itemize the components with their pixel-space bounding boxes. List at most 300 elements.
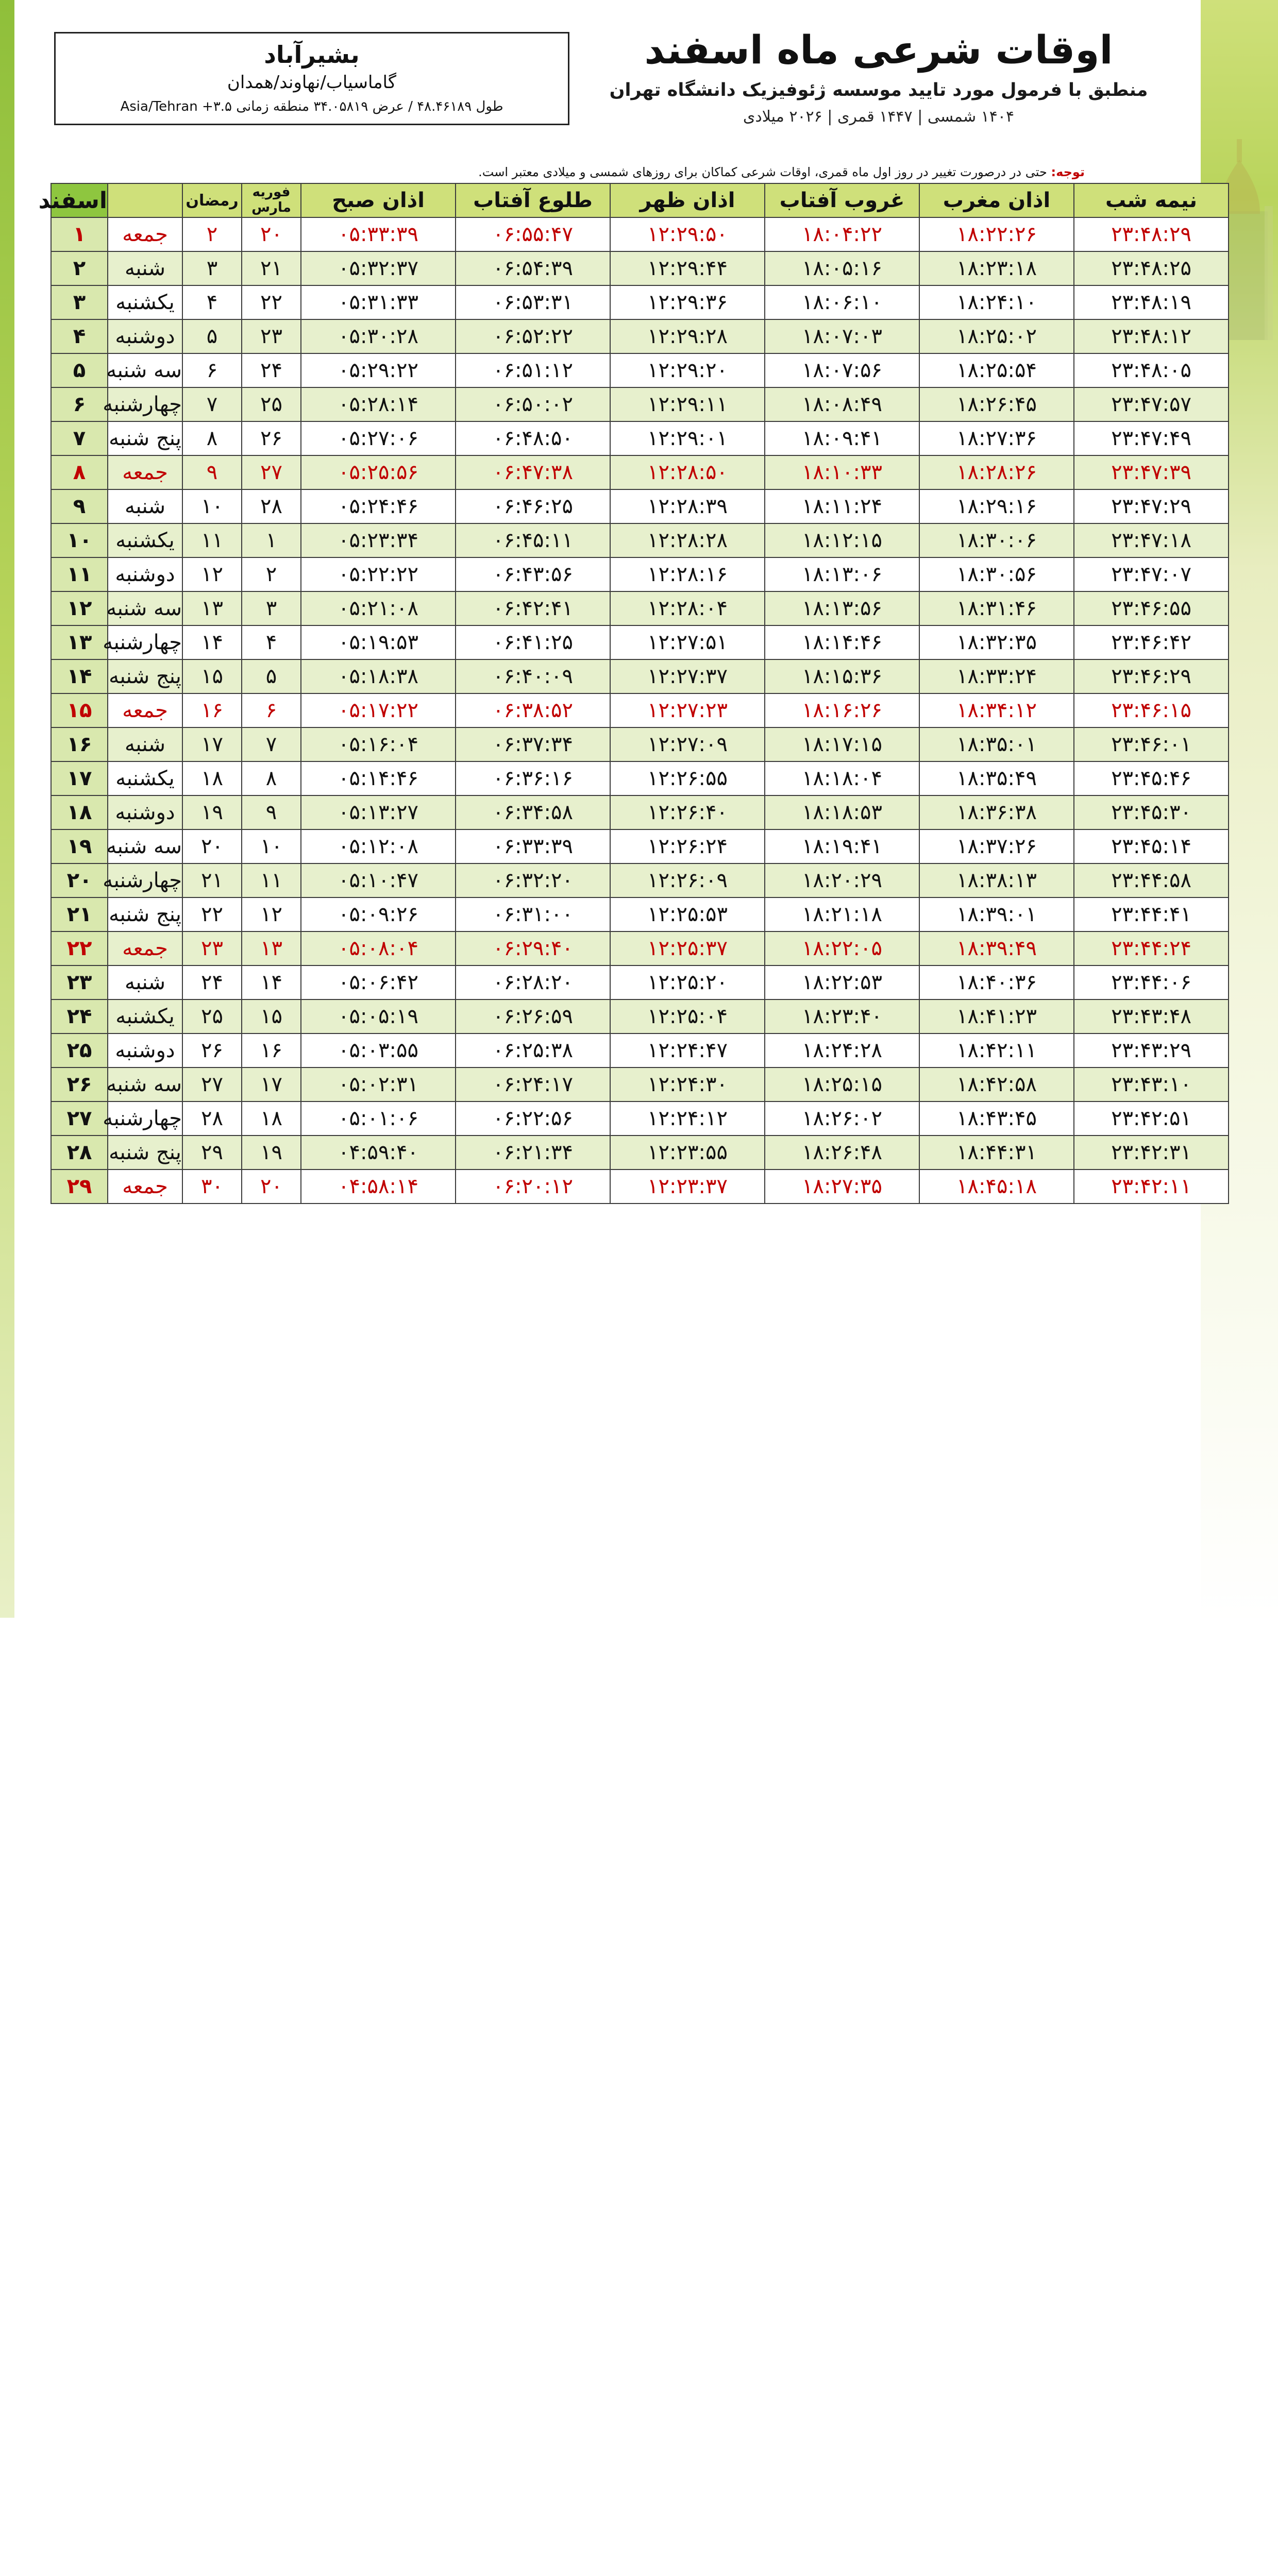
table-row (51, 217, 1229, 251)
cell-gregorian-day: ۹ (242, 795, 301, 829)
header-sunrise: طلوع آفتاب (456, 183, 610, 217)
cell-noon: ۱۲:۲۵:۰۴ (610, 999, 765, 1033)
cell-sunset: ۱۸:۲۷:۳۵ (765, 1170, 919, 1204)
table-row (51, 1033, 1229, 1067)
cell-esfand-day: ۲۰ (51, 863, 108, 897)
header-weekday (108, 183, 182, 217)
cell-midnight: ۲۳:۴۷:۲۹ (1074, 489, 1229, 523)
cell-maghrib: ۱۸:۳۵:۴۹ (919, 761, 1074, 795)
cell-sunset: ۱۸:۰۴:۲۲ (765, 217, 919, 251)
cell-esfand-day: ۲۳ (51, 965, 108, 999)
cell-fajr: ۰۵:۱۸:۳۸ (301, 659, 456, 693)
cell-sunrise: ۰۶:۳۴:۵۸ (456, 795, 610, 829)
cell-esfand-day: ۱۹ (51, 829, 108, 863)
cell-sunset: ۱۸:۱۲:۱۵ (765, 523, 919, 557)
table-body (51, 217, 1229, 1204)
cell-gregorian-day: ۲۷ (242, 455, 301, 489)
cell-noon: ۱۲:۲۹:۳۶ (610, 285, 765, 319)
header-maghrib: اذان مغرب (919, 183, 1074, 217)
cell-weekday: سه شنبه (108, 829, 182, 863)
cell-hijri-day: ۲۸ (182, 1101, 242, 1136)
cell-midnight: ۲۳:۴۶:۲۹ (1074, 659, 1229, 693)
cell-noon: ۱۲:۲۷:۵۱ (610, 625, 765, 659)
cell-maghrib: ۱۸:۳۳:۲۴ (919, 659, 1074, 693)
cell-weekday: سه شنبه (108, 1067, 182, 1101)
cell-weekday: شنبه (108, 489, 182, 523)
cell-fajr: ۰۵:۳۲:۳۷ (301, 251, 456, 285)
cell-weekday: پنج شنبه (108, 897, 182, 931)
cell-hijri-day: ۱۹ (182, 795, 242, 829)
cell-noon: ۱۲:۲۹:۲۸ (610, 319, 765, 353)
table-row (51, 1136, 1229, 1170)
cell-sunrise: ۰۶:۲۴:۱۷ (456, 1067, 610, 1101)
cell-esfand-day: ۲۵ (51, 1033, 108, 1067)
cell-maghrib: ۱۸:۳۲:۳۵ (919, 625, 1074, 659)
cell-weekday: دوشنبه (108, 795, 182, 829)
cell-gregorian-day: ۳ (242, 591, 301, 625)
cell-midnight: ۲۳:۴۸:۲۵ (1074, 251, 1229, 285)
cell-weekday: یکشنبه (108, 523, 182, 557)
cell-midnight: ۲۳:۴۶:۵۵ (1074, 591, 1229, 625)
cell-maghrib: ۱۸:۲۹:۱۶ (919, 489, 1074, 523)
cell-noon: ۱۲:۲۸:۲۸ (610, 523, 765, 557)
table-row (51, 897, 1229, 931)
cell-sunset: ۱۸:۰۵:۱۶ (765, 251, 919, 285)
cell-fajr: ۰۵:۲۷:۰۶ (301, 421, 456, 455)
cell-hijri-day: ۸ (182, 421, 242, 455)
cell-esfand-day: ۴ (51, 319, 108, 353)
cell-hijri-day: ۲۵ (182, 999, 242, 1033)
cell-fajr: ۰۵:۲۸:۱۴ (301, 387, 456, 421)
cell-esfand-day: ۲۶ (51, 1067, 108, 1101)
cell-gregorian-day: ۶ (242, 693, 301, 727)
cell-sunset: ۱۸:۲۳:۴۰ (765, 999, 919, 1033)
cell-hijri-day: ۹ (182, 455, 242, 489)
cell-noon: ۱۲:۲۶:۰۹ (610, 863, 765, 897)
cell-sunset: ۱۸:۰۸:۴۹ (765, 387, 919, 421)
cell-fajr: ۰۵:۳۰:۲۸ (301, 319, 456, 353)
table-row (51, 353, 1229, 387)
cell-fajr: ۰۵:۲۳:۳۴ (301, 523, 456, 557)
cell-esfand-day: ۶ (51, 387, 108, 421)
cell-weekday: چهارشنبه (108, 387, 182, 421)
cell-maghrib: ۱۸:۲۶:۴۵ (919, 387, 1074, 421)
cell-maghrib: ۱۸:۳۰:۵۶ (919, 557, 1074, 591)
cell-fajr: ۰۵:۳۳:۳۹ (301, 217, 456, 251)
cell-maghrib: ۱۸:۲۳:۱۸ (919, 251, 1074, 285)
cell-sunset: ۱۸:۱۵:۳۶ (765, 659, 919, 693)
cell-sunset: ۱۸:۲۲:۰۵ (765, 931, 919, 965)
cell-hijri-day: ۱۲ (182, 557, 242, 591)
cell-sunset: ۱۸:۱۶:۲۶ (765, 693, 919, 727)
table-row (51, 693, 1229, 727)
cell-weekday: پنج شنبه (108, 421, 182, 455)
cell-noon: ۱۲:۲۷:۰۹ (610, 727, 765, 761)
cell-hijri-day: ۲۲ (182, 897, 242, 931)
table-row (51, 591, 1229, 625)
cell-sunset: ۱۸:۰۶:۱۰ (765, 285, 919, 319)
cell-esfand-day: ۱۴ (51, 659, 108, 693)
cell-weekday: دوشنبه (108, 319, 182, 353)
header-sunset: غروب آفتاب (765, 183, 919, 217)
cell-midnight: ۲۳:۴۸:۲۹ (1074, 217, 1229, 251)
cell-maghrib: ۱۸:۲۲:۲۶ (919, 217, 1074, 251)
cell-maghrib: ۱۸:۴۰:۳۶ (919, 965, 1074, 999)
cell-sunset: ۱۸:۱۸:۰۴ (765, 761, 919, 795)
cell-esfand-day: ۲۲ (51, 931, 108, 965)
cell-noon: ۱۲:۲۸:۰۴ (610, 591, 765, 625)
cell-noon: ۱۲:۲۹:۵۰ (610, 217, 765, 251)
cell-weekday: پنج شنبه (108, 659, 182, 693)
table-header-row (51, 183, 1229, 217)
cell-weekday: چهارشنبه (108, 863, 182, 897)
decorative-left-strip (0, 0, 14, 1628)
cell-sunrise: ۰۶:۳۲:۲۰ (456, 863, 610, 897)
cell-midnight: ۲۳:۴۲:۳۱ (1074, 1136, 1229, 1170)
cell-fajr: ۰۵:۳۱:۳۳ (301, 285, 456, 319)
cell-gregorian-day: ۲۲ (242, 285, 301, 319)
cell-gregorian-day: ۲۰ (242, 217, 301, 251)
cell-maghrib: ۱۸:۳۴:۱۲ (919, 693, 1074, 727)
cell-fajr: ۰۵:۱۴:۴۶ (301, 761, 456, 795)
cell-maghrib: ۱۸:۴۱:۲۳ (919, 999, 1074, 1033)
cell-hijri-day: ۳ (182, 251, 242, 285)
cell-sunset: ۱۸:۱۳:۰۶ (765, 557, 919, 591)
cell-fajr: ۰۵:۰۳:۵۵ (301, 1033, 456, 1067)
cell-noon: ۱۲:۲۸:۵۰ (610, 455, 765, 489)
cell-noon: ۱۲:۲۹:۱۱ (610, 387, 765, 421)
cell-midnight: ۲۳:۴۶:۱۵ (1074, 693, 1229, 727)
cell-sunset: ۱۸:۲۵:۱۵ (765, 1067, 919, 1101)
cell-hijri-day: ۱۱ (182, 523, 242, 557)
cell-fajr: ۰۵:۰۵:۱۹ (301, 999, 456, 1033)
cell-noon: ۱۲:۲۳:۳۷ (610, 1170, 765, 1204)
cell-esfand-day: ۷ (51, 421, 108, 455)
table-row (51, 931, 1229, 965)
cell-hijri-day: ۲۱ (182, 863, 242, 897)
cell-gregorian-day: ۴ (242, 625, 301, 659)
table-row (51, 285, 1229, 319)
page-header (0, 0, 1278, 179)
cell-maghrib: ۱۸:۲۵:۵۴ (919, 353, 1074, 387)
cell-maghrib: ۱۸:۲۷:۳۶ (919, 421, 1074, 455)
cell-hijri-day: ۲۴ (182, 965, 242, 999)
header-fajr: اذان صبح (301, 183, 456, 217)
cell-sunrise: ۰۶:۴۵:۱۱ (456, 523, 610, 557)
cell-sunrise: ۰۶:۵۱:۱۲ (456, 353, 610, 387)
cell-fajr: ۰۵:۰۶:۴۲ (301, 965, 456, 999)
cell-sunset: ۱۸:۰۷:۰۳ (765, 319, 919, 353)
cell-maghrib: ۱۸:۴۲:۱۱ (919, 1033, 1074, 1067)
table-row (51, 625, 1229, 659)
cell-esfand-day: ۱۵ (51, 693, 108, 727)
cell-sunrise: ۰۶:۴۷:۳۸ (456, 455, 610, 489)
cell-esfand-day: ۱۱ (51, 557, 108, 591)
cell-fajr: ۰۵:۱۰:۴۷ (301, 863, 456, 897)
cell-hijri-day: ۱۴ (182, 625, 242, 659)
table-row (51, 829, 1229, 863)
cell-weekday: شنبه (108, 965, 182, 999)
cell-weekday: یکشنبه (108, 761, 182, 795)
cell-midnight: ۲۳:۴۳:۴۸ (1074, 999, 1229, 1033)
cell-noon: ۱۲:۲۸:۱۶ (610, 557, 765, 591)
cell-sunrise: ۰۶:۳۷:۳۴ (456, 727, 610, 761)
cell-fajr: ۰۵:۰۲:۳۱ (301, 1067, 456, 1101)
cell-maghrib: ۱۸:۲۸:۲۶ (919, 455, 1074, 489)
cell-maghrib: ۱۸:۳۵:۰۱ (919, 727, 1074, 761)
cell-fajr: ۰۵:۱۶:۰۴ (301, 727, 456, 761)
cell-sunset: ۱۸:۱۳:۵۶ (765, 591, 919, 625)
cell-esfand-day: ۹ (51, 489, 108, 523)
cell-sunrise: ۰۶:۴۸:۵۰ (456, 421, 610, 455)
cell-sunset: ۱۸:۲۶:۴۸ (765, 1136, 919, 1170)
cell-fajr: ۰۵:۰۹:۲۶ (301, 897, 456, 931)
cell-esfand-day: ۸ (51, 455, 108, 489)
cell-sunrise: ۰۶:۲۸:۲۰ (456, 965, 610, 999)
cell-sunrise: ۰۶:۳۶:۱۶ (456, 761, 610, 795)
cell-sunset: ۱۸:۱۴:۴۶ (765, 625, 919, 659)
cell-fajr: ۰۵:۰۱:۰۶ (301, 1101, 456, 1136)
cell-hijri-day: ۲۹ (182, 1136, 242, 1170)
cell-sunrise: ۰۶:۵۰:۰۲ (456, 387, 610, 421)
cell-gregorian-day: ۱ (242, 523, 301, 557)
cell-sunrise: ۰۶:۲۶:۵۹ (456, 999, 610, 1033)
table-row (51, 863, 1229, 897)
cell-noon: ۱۲:۲۶:۲۴ (610, 829, 765, 863)
cell-noon: ۱۲:۲۴:۳۰ (610, 1067, 765, 1101)
cell-noon: ۱۲:۲۸:۳۹ (610, 489, 765, 523)
cell-midnight: ۲۳:۴۸:۱۹ (1074, 285, 1229, 319)
cell-maghrib: ۱۸:۴۴:۳۱ (919, 1136, 1074, 1170)
cell-weekday: چهارشنبه (108, 625, 182, 659)
cell-esfand-day: ۲۸ (51, 1136, 108, 1170)
cell-weekday: جمعه (108, 693, 182, 727)
prayer-times-table-wrapper (38, 183, 1229, 1204)
cell-gregorian-day: ۲۱ (242, 251, 301, 285)
table-row (51, 489, 1229, 523)
cell-hijri-day: ۲۳ (182, 931, 242, 965)
table-row (51, 727, 1229, 761)
header-noon: اذان ظهر (610, 183, 765, 217)
cell-weekday: شنبه (108, 251, 182, 285)
cell-maghrib: ۱۸:۳۸:۱۳ (919, 863, 1074, 897)
cell-noon: ۱۲:۲۹:۲۰ (610, 353, 765, 387)
cell-sunset: ۱۸:۲۲:۵۳ (765, 965, 919, 999)
cell-maghrib: ۱۸:۳۹:۰۱ (919, 897, 1074, 931)
cell-hijri-day: ۱۸ (182, 761, 242, 795)
cell-hijri-day: ۱۷ (182, 727, 242, 761)
cell-maghrib: ۱۸:۳۰:۰۶ (919, 523, 1074, 557)
header-midnight: نیمه شب (1074, 183, 1229, 217)
cell-gregorian-day: ۱۳ (242, 931, 301, 965)
table-row (51, 659, 1229, 693)
cell-sunset: ۱۸:۲۴:۲۸ (765, 1033, 919, 1067)
cell-gregorian-day: ۸ (242, 761, 301, 795)
cell-hijri-day: ۱۵ (182, 659, 242, 693)
cell-midnight: ۲۳:۴۴:۵۸ (1074, 863, 1229, 897)
cell-esfand-day: ۱۷ (51, 761, 108, 795)
cell-fajr: ۰۵:۲۴:۴۶ (301, 489, 456, 523)
cell-hijri-day: ۴ (182, 285, 242, 319)
cell-weekday: جمعه (108, 931, 182, 965)
cell-midnight: ۲۳:۴۴:۲۴ (1074, 931, 1229, 965)
cell-hijri-day: ۲۶ (182, 1033, 242, 1067)
cell-noon: ۱۲:۲۹:۰۱ (610, 421, 765, 455)
city-coordinates: طول ۴۸.۴۶۱۸۹ / عرض ۳۴.۰۵۸۱۹ منطقه زمانی ۳.۵+ Asia/Tehran (120, 99, 503, 115)
cell-noon: ۱۲:۲۶:۵۵ (610, 761, 765, 795)
cell-gregorian-day: ۱۲ (242, 897, 301, 931)
cell-hijri-day: ۲ (182, 217, 242, 251)
cell-midnight: ۲۳:۴۷:۴۹ (1074, 421, 1229, 455)
cell-esfand-day: ۲۴ (51, 999, 108, 1033)
cell-fajr: ۰۵:۰۸:۰۴ (301, 931, 456, 965)
cell-noon: ۱۲:۲۵:۳۷ (610, 931, 765, 965)
cell-hijri-day: ۵ (182, 319, 242, 353)
cell-fajr: ۰۵:۲۱:۰۸ (301, 591, 456, 625)
cell-fajr: ۰۵:۲۲:۲۲ (301, 557, 456, 591)
cell-maghrib: ۱۸:۴۲:۵۸ (919, 1067, 1074, 1101)
cell-noon: ۱۲:۲۵:۲۰ (610, 965, 765, 999)
cell-midnight: ۲۳:۴۶:۰۱ (1074, 727, 1229, 761)
cell-gregorian-day: ۲۶ (242, 421, 301, 455)
cell-fajr: ۰۵:۱۲:۰۸ (301, 829, 456, 863)
header-ramadan: رمضان (182, 183, 242, 217)
cell-gregorian-day: ۱۴ (242, 965, 301, 999)
cell-fajr: ۰۴:۵۸:۱۴ (301, 1170, 456, 1204)
cell-sunrise: ۰۶:۵۴:۳۹ (456, 251, 610, 285)
cell-maghrib: ۱۸:۴۵:۱۸ (919, 1170, 1074, 1204)
header-gregorian-month: فوریه مارس (242, 183, 301, 217)
cell-fajr: ۰۵:۲۹:۲۲ (301, 353, 456, 387)
cell-gregorian-day: ۱۹ (242, 1136, 301, 1170)
city-name: بشیرآباد (264, 41, 360, 69)
table-row (51, 1067, 1229, 1101)
cell-maghrib: ۱۸:۲۵:۰۲ (919, 319, 1074, 353)
cell-esfand-day: ۱ (51, 217, 108, 251)
cell-noon: ۱۲:۲۳:۵۵ (610, 1136, 765, 1170)
cell-sunrise: ۰۶:۵۵:۴۷ (456, 217, 610, 251)
cell-esfand-day: ۱۶ (51, 727, 108, 761)
cell-maghrib: ۱۸:۳۹:۴۹ (919, 931, 1074, 965)
cell-gregorian-day: ۲ (242, 557, 301, 591)
cell-midnight: ۲۳:۴۵:۳۰ (1074, 795, 1229, 829)
cell-noon: ۱۲:۲۹:۴۴ (610, 251, 765, 285)
prayer-times-table (38, 183, 1229, 1204)
cell-weekday: دوشنبه (108, 557, 182, 591)
cell-sunset: ۱۸:۱۷:۱۵ (765, 727, 919, 761)
cell-gregorian-day: ۱۷ (242, 1067, 301, 1101)
cell-sunrise: ۰۶:۴۶:۲۵ (456, 489, 610, 523)
cell-gregorian-day: ۵ (242, 659, 301, 693)
cell-noon: ۱۲:۲۵:۵۳ (610, 897, 765, 931)
cell-sunrise: ۰۶:۵۲:۲۲ (456, 319, 610, 353)
cell-midnight: ۲۳:۴۶:۴۲ (1074, 625, 1229, 659)
cell-esfand-day: ۱۰ (51, 523, 108, 557)
cell-noon: ۱۲:۲۷:۳۷ (610, 659, 765, 693)
cell-sunset: ۱۸:۲۰:۲۹ (765, 863, 919, 897)
cell-hijri-day: ۱۳ (182, 591, 242, 625)
cell-sunset: ۱۸:۱۸:۵۳ (765, 795, 919, 829)
cell-gregorian-day: ۱۶ (242, 1033, 301, 1067)
table-row (51, 319, 1229, 353)
cell-sunset: ۱۸:۱۰:۳۳ (765, 455, 919, 489)
note-label: توجه: (1051, 165, 1085, 179)
cell-sunset: ۱۸:۱۱:۲۴ (765, 489, 919, 523)
cell-sunrise: ۰۶:۳۳:۳۹ (456, 829, 610, 863)
cell-esfand-day: ۱۲ (51, 591, 108, 625)
cell-hijri-day: ۳۰ (182, 1170, 242, 1204)
cell-fajr: ۰۵:۱۹:۵۳ (301, 625, 456, 659)
cell-maghrib: ۱۸:۳۷:۲۶ (919, 829, 1074, 863)
calendar-years: ۱۴۰۴ شمسی | ۱۴۴۷ قمری | ۲۰۲۶ میلادی (743, 107, 1015, 126)
table-row (51, 557, 1229, 591)
cell-weekday: جمعه (108, 217, 182, 251)
cell-midnight: ۲۳:۴۷:۵۷ (1074, 387, 1229, 421)
cell-sunrise: ۰۶:۲۵:۳۸ (456, 1033, 610, 1067)
cell-hijri-day: ۶ (182, 353, 242, 387)
cell-sunset: ۱۸:۱۹:۴۱ (765, 829, 919, 863)
cell-midnight: ۲۳:۴۸:۱۲ (1074, 319, 1229, 353)
cell-esfand-day: ۵ (51, 353, 108, 387)
cell-midnight: ۲۳:۴۲:۱۱ (1074, 1170, 1229, 1204)
table-row (51, 795, 1229, 829)
cell-maghrib: ۱۸:۲۴:۱۰ (919, 285, 1074, 319)
cell-sunrise: ۰۶:۳۱:۰۰ (456, 897, 610, 931)
cell-hijri-day: ۲۰ (182, 829, 242, 863)
cell-esfand-day: ۲۹ (51, 1170, 108, 1204)
cell-sunrise: ۰۶:۲۰:۱۲ (456, 1170, 610, 1204)
cell-hijri-day: ۲۷ (182, 1067, 242, 1101)
cell-esfand-day: ۱۸ (51, 795, 108, 829)
page-footer (0, 1618, 1278, 1786)
table-row (51, 421, 1229, 455)
cell-midnight: ۲۳:۴۴:۴۱ (1074, 897, 1229, 931)
cell-maghrib: ۱۸:۳۶:۳۸ (919, 795, 1074, 829)
note-text (54, 165, 1085, 179)
cell-esfand-day: ۲۱ (51, 897, 108, 931)
cell-maghrib: ۱۸:۳۱:۴۶ (919, 591, 1074, 625)
cell-midnight: ۲۳:۴۳:۲۹ (1074, 1033, 1229, 1067)
cell-weekday: سه شنبه (108, 353, 182, 387)
cell-sunset: ۱۸:۲۱:۱۸ (765, 897, 919, 931)
city-info-box (54, 32, 569, 125)
cell-gregorian-day: ۲۸ (242, 489, 301, 523)
table-row (51, 761, 1229, 795)
cell-esfand-day: ۱۳ (51, 625, 108, 659)
table-row (51, 387, 1229, 421)
table-row (51, 965, 1229, 999)
cell-sunrise: ۰۶:۴۰:۰۹ (456, 659, 610, 693)
cell-noon: ۱۲:۲۷:۲۳ (610, 693, 765, 727)
note-body: حتی در درصورت تغییر در روز اول ماه قمری، اوقات شرعی کماکان برای روزهای شمسی و میلادی معتبر است. (478, 165, 1047, 179)
cell-esfand-day: ۲۷ (51, 1101, 108, 1136)
cell-maghrib: ۱۸:۴۳:۴۵ (919, 1101, 1074, 1136)
cell-midnight: ۲۳:۴۷:۰۷ (1074, 557, 1229, 591)
cell-sunset: ۱۸:۰۹:۴۱ (765, 421, 919, 455)
cell-sunset: ۱۸:۲۶:۰۲ (765, 1101, 919, 1136)
cell-gregorian-day: ۱۱ (242, 863, 301, 897)
cell-gregorian-day: ۲۵ (242, 387, 301, 421)
cell-gregorian-day: ۲۴ (242, 353, 301, 387)
table-row (51, 251, 1229, 285)
cell-sunrise: ۰۶:۲۲:۵۶ (456, 1101, 610, 1136)
cell-gregorian-day: ۱۵ (242, 999, 301, 1033)
cell-sunrise: ۰۶:۳۸:۵۲ (456, 693, 610, 727)
cell-weekday: چهارشنبه (108, 1101, 182, 1136)
cell-gregorian-day: ۷ (242, 727, 301, 761)
cell-sunrise: ۰۶:۲۱:۳۴ (456, 1136, 610, 1170)
cell-weekday: یکشنبه (108, 999, 182, 1033)
